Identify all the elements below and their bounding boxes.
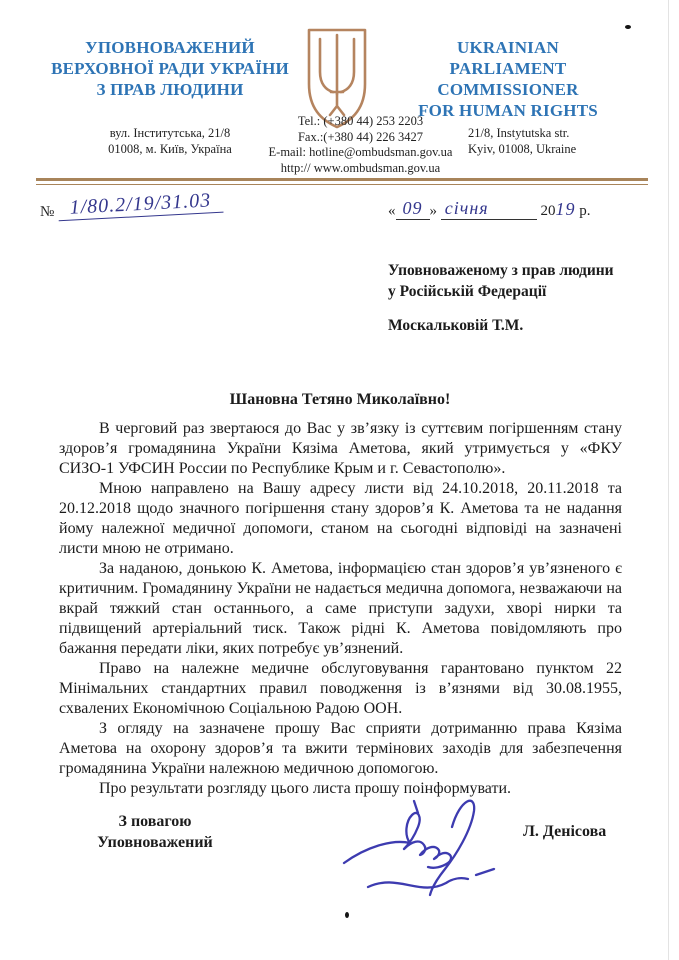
- letter-paragraph: За наданою, донькою К. Аметова, інформацією стан здоров’я ув’язненого є критичним. Громадянину України не надається медична допомога, незважаючи на вкрай тяжкий стан останнього, а саме приступи задухи, хворі нирки та підвищений артеріальний тиск. Також рідні К. Аметова повідомляють про бажання передати ліки, яких потребує ув’язнений.: [59, 560, 622, 657]
- ref-number-value: 1/80.2/19/31.03: [57, 189, 223, 222]
- scan-speck-artifact: [345, 912, 349, 918]
- letter-paragraph: Мною направлено на Вашу адресу листи від 24.10.2018, 20.11.2018 та 20.12.2018 щодо значного погіршення стану здоров’я К. Аметова та не надання йому належної медичної допомоги, станом на сьогодні відповіді на зазначені листи мною не отримано.: [59, 480, 622, 557]
- org-title-english: [383, 37, 633, 121]
- date-day-handwritten: 09: [396, 198, 430, 220]
- scan-edge-artifact: [668, 0, 669, 960]
- address-ukrainian: [80, 126, 260, 157]
- salutation: Шановна Тетяно Миколаївно!: [229, 391, 451, 408]
- org-title-ukrainian: [50, 37, 290, 100]
- recipient-name: Москальковій Т.М.: [388, 317, 524, 334]
- website-url: http:// www.ombudsman.gov.ua: [280, 160, 441, 175]
- date-quote-close: »: [429, 203, 437, 219]
- org-title-en-line1: UKRAINIAN: [457, 38, 559, 57]
- org-title-uk-line2: ВЕРХОВНОЇ РАДИ УКРАЇНИ: [51, 59, 289, 78]
- address-en-street: 21/8, Instytutska str.: [468, 126, 570, 140]
- org-title-en-line3: FOR HUMAN RIGHTS: [418, 101, 598, 120]
- closing-block: [75, 811, 235, 853]
- date-year-suffix: р.: [579, 203, 591, 219]
- closing-respect: З повагою: [118, 813, 192, 830]
- letter-paragraph: Право на належне медичне обслуговування гарантовано пунктом 22 Мінімальних стандартних правил поводження із в’язнями від 30.08.1955, схвалених Економічною Соціальною Радою ООН.: [59, 660, 622, 717]
- signature-scribble-icon: [334, 789, 514, 907]
- ref-number-label: №: [40, 204, 55, 220]
- phone-number: Tel.: (+380 44) 253 2203: [297, 114, 424, 128]
- letterhead-divider: [36, 178, 648, 185]
- address-uk-street: вул. Інститутська, 21/8: [109, 126, 231, 140]
- address-english: [468, 126, 608, 157]
- org-title-en-line2: PARLIAMENT COMMISSIONER: [437, 59, 579, 99]
- signer-title: Уповноважений: [97, 834, 213, 851]
- date-field: [388, 199, 591, 221]
- signer-name: Л. Денісова: [523, 823, 607, 840]
- recipient-line2: у Російській Федерації: [388, 283, 547, 300]
- address-uk-city: 01008, м. Київ, Україна: [108, 141, 232, 156]
- recipient-block: [388, 260, 648, 336]
- contact-block: [253, 114, 468, 176]
- address-en-city: Kyiv, 01008, Ukraine: [468, 141, 577, 156]
- date-quote-open: «: [388, 203, 396, 219]
- letter-paragraph: В черговий раз звертаюся до Вас у зв’язку із суттєвим погіршенням стану здоров’я громадянина України Кязіма Аметова, який утримується у «ФКУ СИЗО-1 УФСИН России по Республике Крым и г. Севастополю».: [59, 420, 622, 477]
- scan-speck-artifact: [625, 25, 631, 29]
- recipient-line1: Уповноваженому з прав людини: [388, 262, 614, 279]
- email-address: E-mail: hotline@ombudsman.gov.ua: [268, 145, 453, 159]
- letter-paragraph: З огляду на зазначене прошу Вас сприяти дотриманню права Кязіма Аметова на охорону здоров’я та вжити термінових заходів для забезпечення громадянина України належною медичною допомогою.: [59, 720, 622, 777]
- letter-body: [59, 419, 622, 799]
- org-title-uk-line1: УПОВНОВАЖЕНИЙ: [85, 38, 255, 57]
- date-century: 20: [540, 203, 556, 219]
- date-month-handwritten: січня: [441, 198, 537, 220]
- org-title-uk-line3: З ПРАВ ЛЮДИНИ: [96, 80, 244, 99]
- fax-number: Fax.:(+380 44) 226 3427: [297, 129, 424, 144]
- date-year-handwritten: 19: [555, 199, 576, 219]
- letter-paragraph: Про результати розгляду цього листа прошу поінформувати.: [99, 780, 512, 797]
